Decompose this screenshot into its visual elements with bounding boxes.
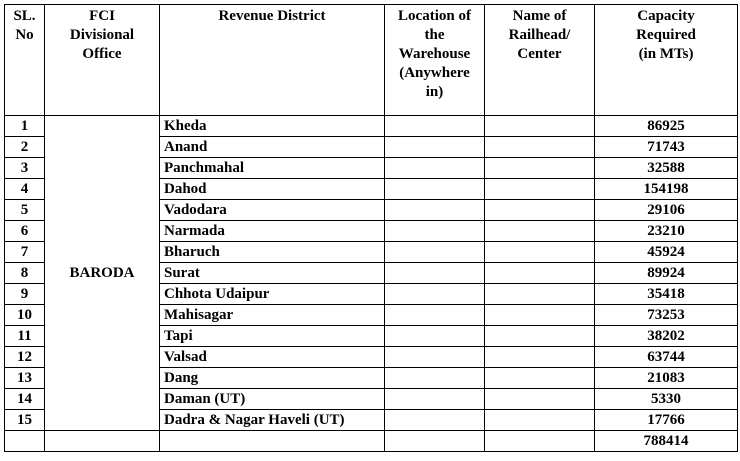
sl-number-cell: 12 — [5, 347, 45, 368]
revenue-district-cell: Anand — [160, 137, 385, 158]
railhead-name-cell — [485, 116, 595, 137]
warehouse-location-cell — [385, 389, 485, 410]
sl-number-cell: 9 — [5, 284, 45, 305]
warehouse-location-cell — [385, 200, 485, 221]
railhead-name-cell — [485, 221, 595, 242]
capacity-cell: 17766 — [595, 410, 738, 431]
sl-number-cell: 10 — [5, 305, 45, 326]
capacity-cell: 21083 — [595, 368, 738, 389]
sl-number-cell: 4 — [5, 179, 45, 200]
revenue-district-cell: Mahisagar — [160, 305, 385, 326]
document-page — [4, 4, 738, 452]
revenue-district-cell: Narmada — [160, 221, 385, 242]
railhead-name-cell — [485, 326, 595, 347]
total-empty-cell — [385, 431, 485, 452]
warehouse-location-cell — [385, 410, 485, 431]
revenue-district-cell: Chhota Udaipur — [160, 284, 385, 305]
divisional-office-cell: BARODA — [45, 116, 160, 431]
total-row — [5, 431, 738, 452]
railhead-name-cell — [485, 200, 595, 221]
total-empty-cell — [5, 431, 45, 452]
capacity-cell: 32588 — [595, 158, 738, 179]
header-fci-divisional-office: FCI Divisional Office — [45, 5, 160, 116]
sl-number-cell: 1 — [5, 116, 45, 137]
total-empty-cell — [45, 431, 160, 452]
railhead-name-cell — [485, 347, 595, 368]
sl-number-cell: 7 — [5, 242, 45, 263]
warehouse-location-cell — [385, 347, 485, 368]
revenue-district-cell: Kheda — [160, 116, 385, 137]
warehouse-location-cell — [385, 368, 485, 389]
table-row — [5, 116, 738, 137]
sl-number-cell: 13 — [5, 368, 45, 389]
capacity-cell: 86925 — [595, 116, 738, 137]
capacity-cell: 29106 — [595, 200, 738, 221]
capacity-cell: 89924 — [595, 263, 738, 284]
capacity-cell: 154198 — [595, 179, 738, 200]
warehouse-location-cell — [385, 158, 485, 179]
sl-number-cell: 3 — [5, 158, 45, 179]
warehouse-location-cell — [385, 242, 485, 263]
railhead-name-cell — [485, 263, 595, 284]
capacity-cell: 45924 — [595, 242, 738, 263]
header-sl-no: SL. No — [5, 5, 45, 116]
header-revenue-district: Revenue District — [160, 5, 385, 116]
railhead-name-cell — [485, 284, 595, 305]
sl-number-cell: 6 — [5, 221, 45, 242]
sl-number-cell: 2 — [5, 137, 45, 158]
revenue-district-cell: Bharuch — [160, 242, 385, 263]
capacity-cell: 63744 — [595, 347, 738, 368]
header-warehouse-location: Location of the Warehouse (Anywhere in) — [385, 5, 485, 116]
capacity-cell: 23210 — [595, 221, 738, 242]
railhead-name-cell — [485, 137, 595, 158]
revenue-district-cell: Valsad — [160, 347, 385, 368]
warehouse-location-cell — [385, 137, 485, 158]
capacity-cell: 5330 — [595, 389, 738, 410]
railhead-name-cell — [485, 368, 595, 389]
railhead-name-cell — [485, 305, 595, 326]
sl-number-cell: 15 — [5, 410, 45, 431]
warehouse-location-cell — [385, 284, 485, 305]
warehouse-location-cell — [385, 116, 485, 137]
railhead-name-cell — [485, 410, 595, 431]
revenue-district-cell: Daman (UT) — [160, 389, 385, 410]
total-capacity-cell: 788414 — [595, 431, 738, 452]
total-empty-cell — [485, 431, 595, 452]
warehouse-location-cell — [385, 305, 485, 326]
header-row — [5, 5, 738, 116]
railhead-name-cell — [485, 179, 595, 200]
sl-number-cell: 8 — [5, 263, 45, 284]
warehouse-capacity-table — [4, 4, 738, 452]
revenue-district-cell: Panchmahal — [160, 158, 385, 179]
warehouse-location-cell — [385, 263, 485, 284]
total-empty-cell — [160, 431, 385, 452]
revenue-district-cell: Dahod — [160, 179, 385, 200]
revenue-district-cell: Tapi — [160, 326, 385, 347]
warehouse-location-cell — [385, 221, 485, 242]
revenue-district-cell: Dadra & Nagar Haveli (UT) — [160, 410, 385, 431]
revenue-district-cell: Surat — [160, 263, 385, 284]
railhead-name-cell — [485, 158, 595, 179]
revenue-district-cell: Vadodara — [160, 200, 385, 221]
capacity-cell: 73253 — [595, 305, 738, 326]
warehouse-location-cell — [385, 179, 485, 200]
table-body — [5, 116, 738, 452]
sl-number-cell: 11 — [5, 326, 45, 347]
capacity-cell: 35418 — [595, 284, 738, 305]
header-capacity-required: Capacity Required (in MTs) — [595, 5, 738, 116]
railhead-name-cell — [485, 242, 595, 263]
sl-number-cell: 14 — [5, 389, 45, 410]
capacity-cell: 71743 — [595, 137, 738, 158]
revenue-district-cell: Dang — [160, 368, 385, 389]
railhead-name-cell — [485, 389, 595, 410]
header-railhead-name: Name of Railhead/ Center — [485, 5, 595, 116]
capacity-cell: 38202 — [595, 326, 738, 347]
sl-number-cell: 5 — [5, 200, 45, 221]
warehouse-location-cell — [385, 326, 485, 347]
